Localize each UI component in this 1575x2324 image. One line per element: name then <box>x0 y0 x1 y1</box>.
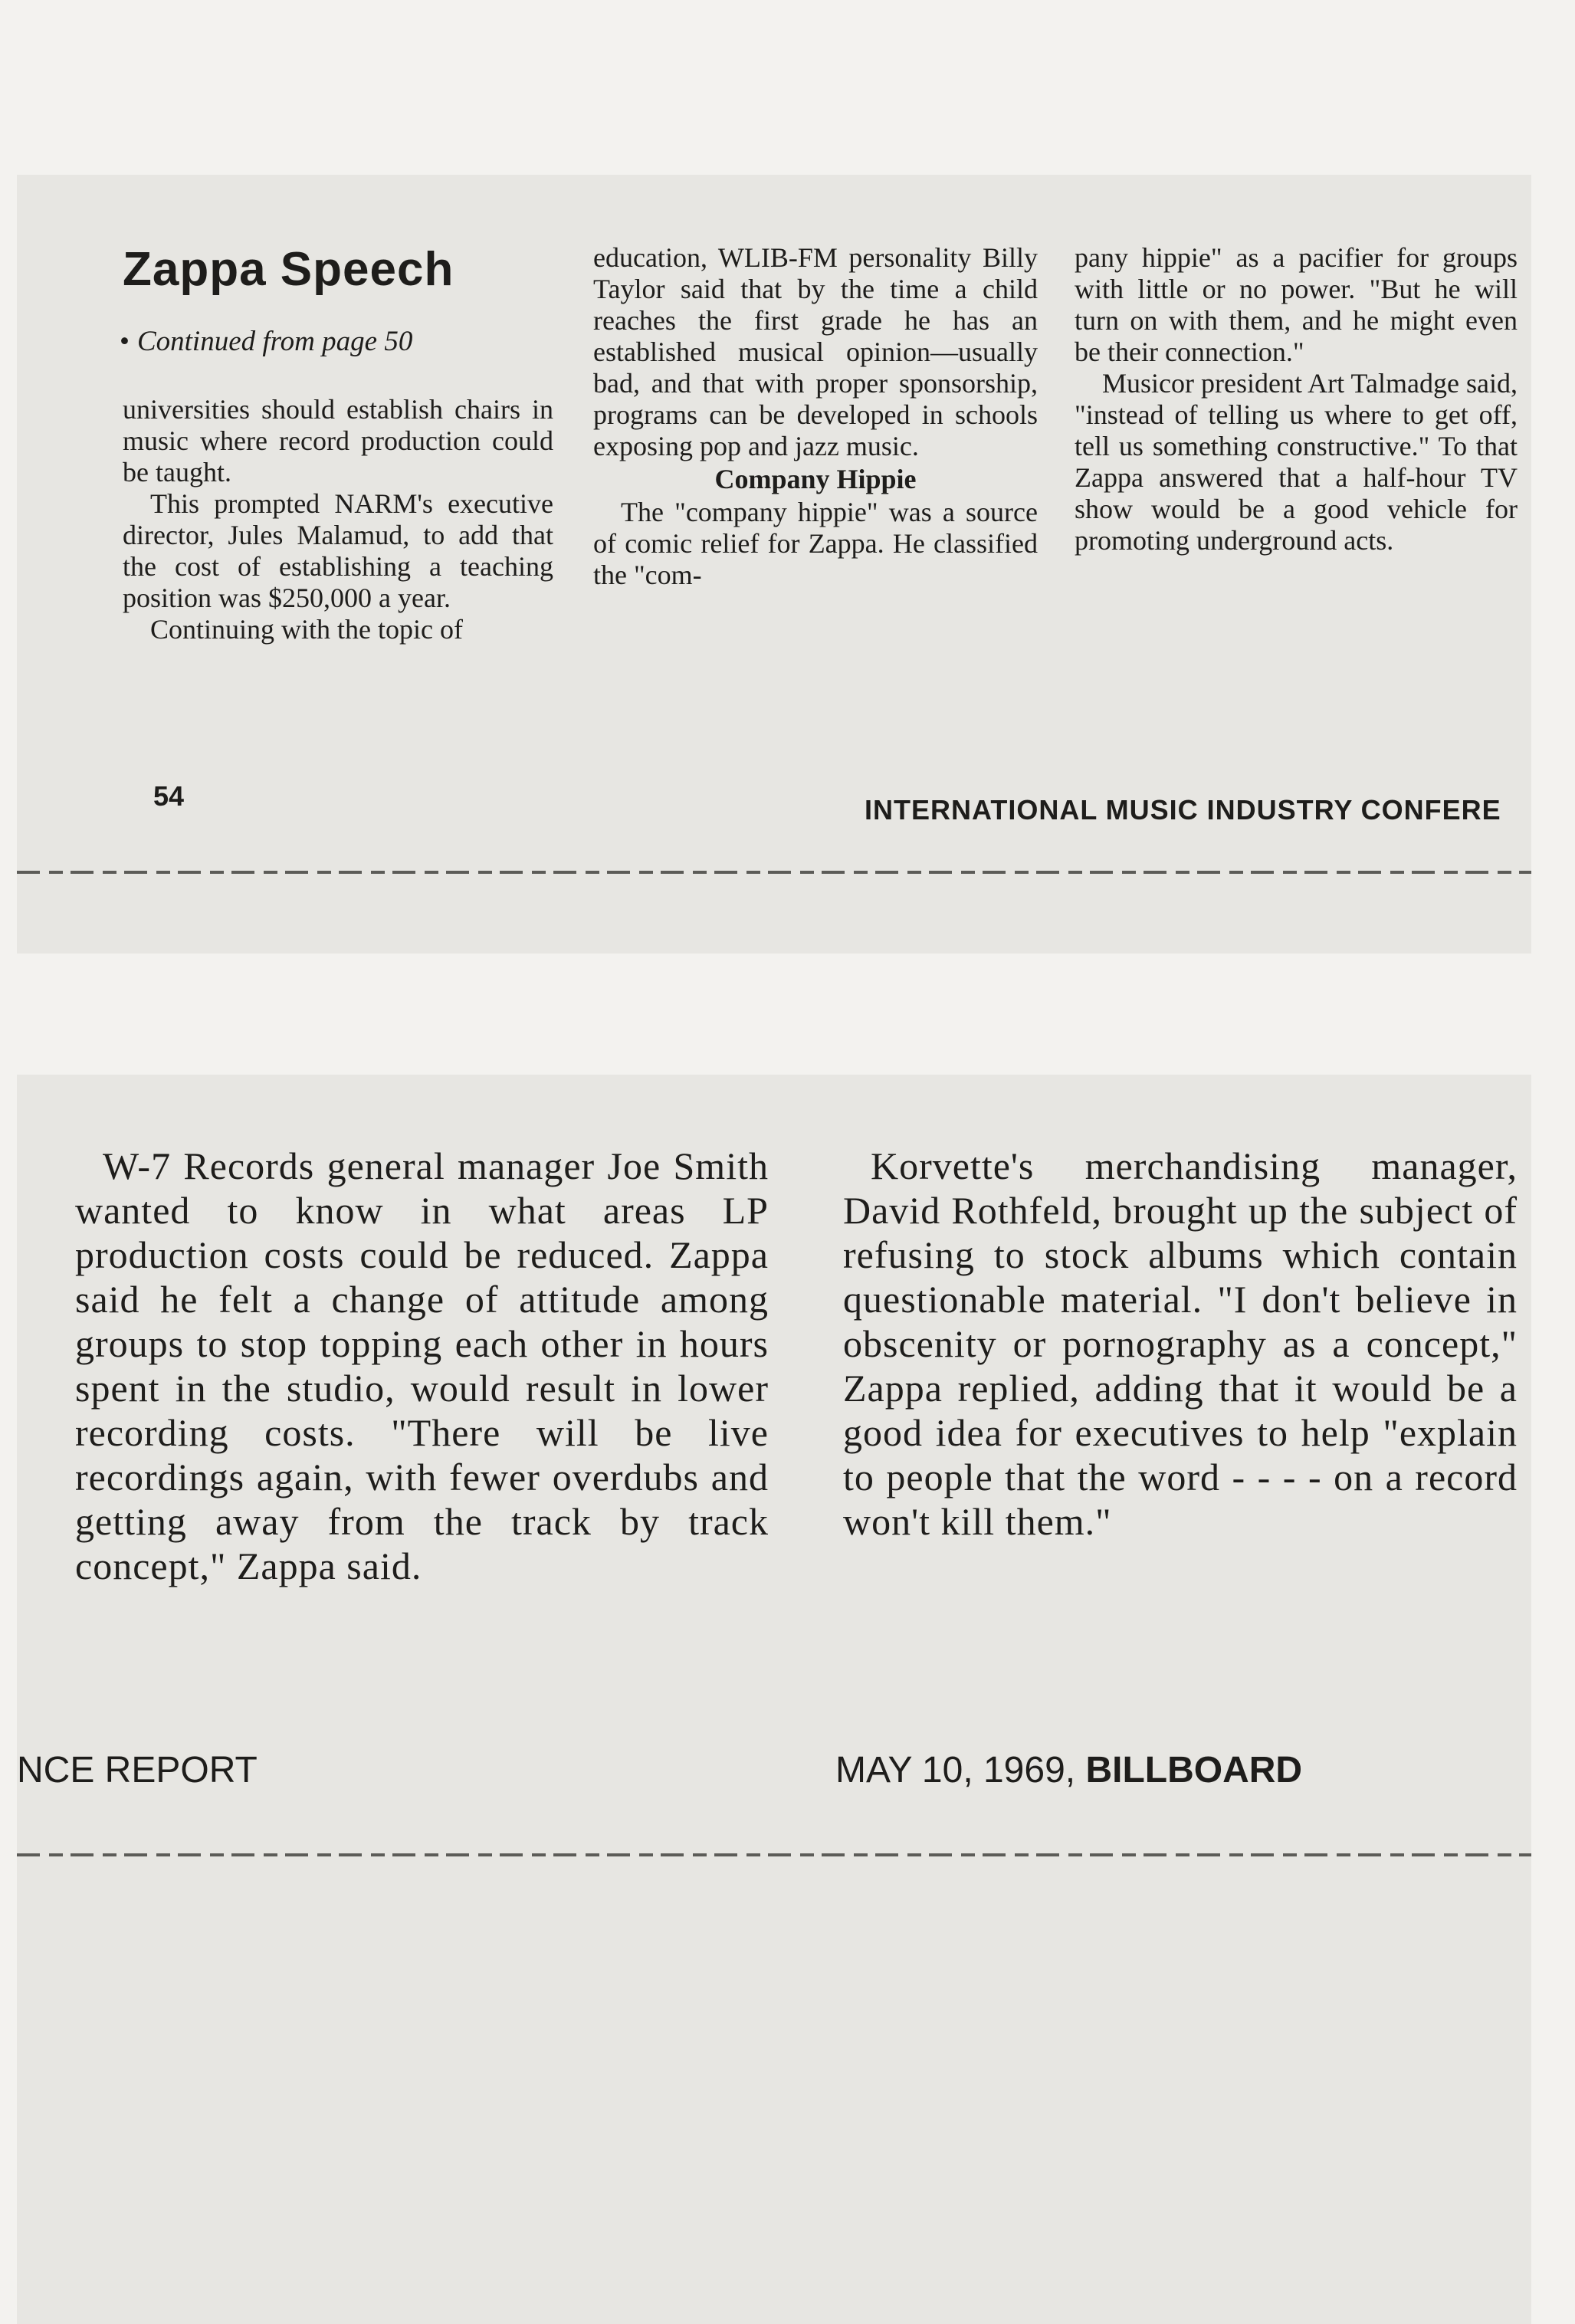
paragraph: Korvette's merchandising manager, David Rothfeld, brought up the subject of refusing to stock albums which contain questionable material. "I don't believe in obscenity or pornography as a concept," Zappa replied, adding that it would be a good idea for executives to help "explain to people that the word - - - - on a record won't kill them." <box>843 1144 1518 1543</box>
folio-report: NCE REPORT <box>17 1750 258 1791</box>
column-3 <box>1075 242 1518 556</box>
issue-date: MAY 10, 1969, <box>835 1750 1076 1791</box>
column-2 <box>843 1144 1518 1544</box>
paragraph: pany hippie" as a pacifier for groups with little or no power. "But he will turn on with them, and he might even be their connection." <box>1075 242 1518 367</box>
top-clipping <box>17 175 1531 954</box>
bullet-icon: • <box>120 326 130 357</box>
bottom-clipping <box>17 1075 1531 2324</box>
continued-line <box>120 325 412 358</box>
publication-name: BILLBOARD <box>1085 1750 1303 1791</box>
column-1 <box>123 394 553 645</box>
paragraph: Musicor president Art Talmadge said, "instead of telling us where to get off, tell us something constructive." To that Zappa answered that a half-hour TV show would be a good vehicle for promoting underground acts. <box>1075 368 1518 556</box>
subheading: Company Hippie <box>714 464 917 494</box>
divider <box>17 1853 1531 1856</box>
paragraph: W-7 Records general manager Joe Smith wanted to know in what areas LP production costs could be reduced. Zappa said he felt a change of attitude among groups to stop topping each other in hours spent in the studio, would result in lower recording costs. "There will be live recordings again, with fewer overdubs and getting away from the track by track concept," Zappa said. <box>75 1144 769 1587</box>
paragraph: education, WLIB-FM personality Billy Taylor said that by the time a child reaches the first grade he has an established musical opinion—usually bad, and that with proper sponsorship, programs can be developed in schools exposing pop and jazz music. <box>593 242 1038 461</box>
paragraph: This prompted NARM's executive director, Jules Malamud, to add that the cost of establishing a teaching position was $250,000 a year. <box>123 488 553 613</box>
paragraph: Continuing with the topic of <box>150 614 463 645</box>
headline: Zappa Speech <box>123 243 454 296</box>
page-number: 54 <box>153 780 185 812</box>
column-1 <box>75 1144 769 1588</box>
paragraph: universities should establish chairs in music where record production could be taught. <box>123 394 553 487</box>
folio-conference: INTERNATIONAL MUSIC INDUSTRY CONFERE <box>865 794 1501 826</box>
continued-text: Continued from page 50 <box>136 326 413 357</box>
folio-date-line <box>835 1749 1302 1791</box>
divider <box>17 871 1531 874</box>
paragraph: The "company hippie" was a source of comic relief for Zappa. He classified the "com- <box>593 497 1038 590</box>
column-2 <box>593 242 1038 591</box>
